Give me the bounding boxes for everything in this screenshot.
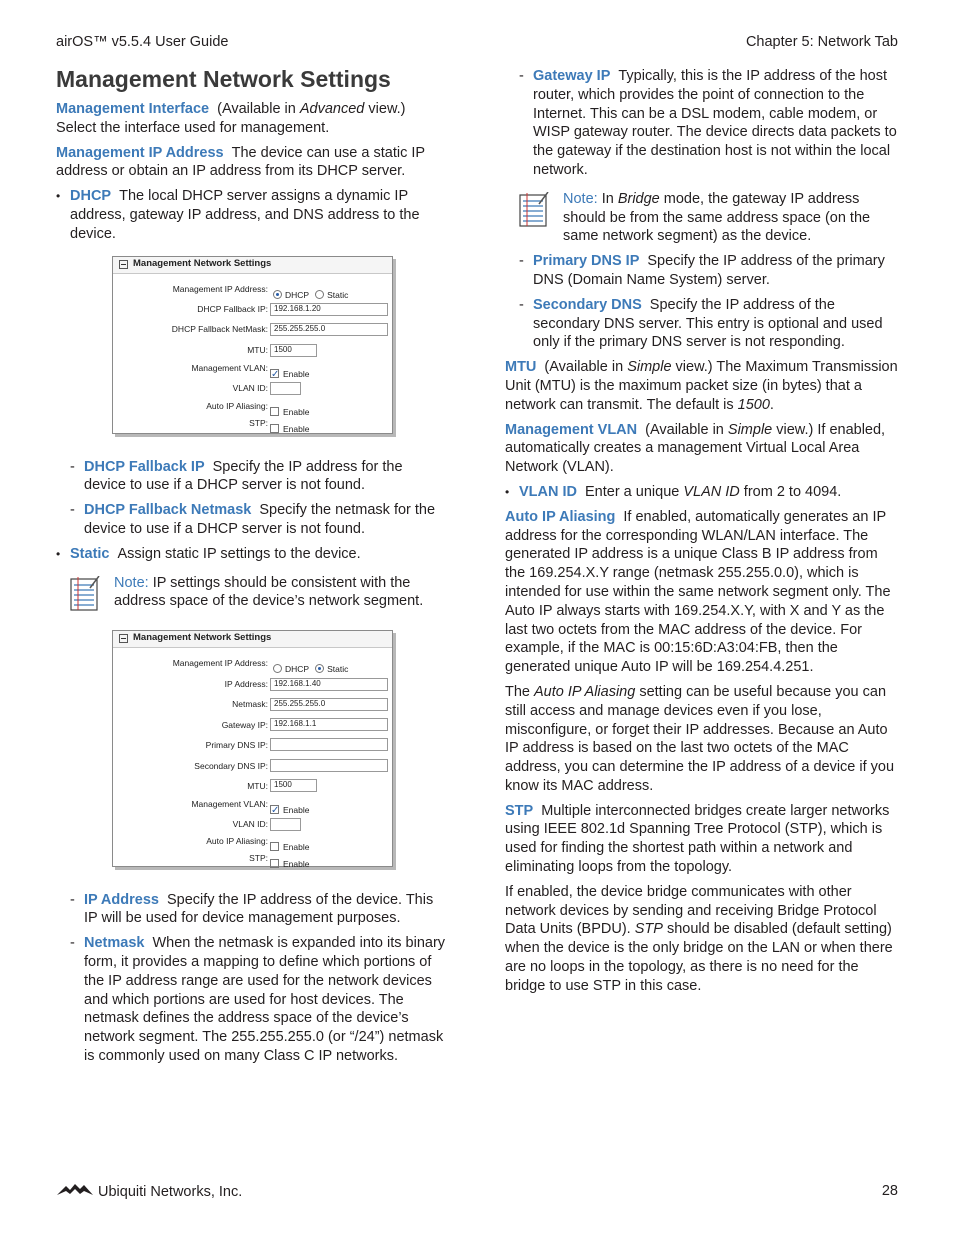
note-icon <box>70 576 100 618</box>
fallback-ip-input[interactable]: 192.168.1.20 <box>270 303 388 316</box>
note-icon <box>519 192 549 234</box>
stp-para: STP Multiple interconnected bridges create larger networks using IEEE 802.1d Spanning Tree Protocol (STP), which is used for finding the shortest path within a network and eliminating loops from the topology. <box>505 802 890 876</box>
collapse-icon[interactable] <box>119 634 128 643</box>
fallback-netmask-input[interactable]: 255.255.255.0 <box>270 323 388 336</box>
netmask-item: - Netmask When the netmask is expanded into its binary form, it provides a mapping to define which portions of the IP address range are used for the network devices and which portions are used for host devices. The netmask defines the address space of the device’s network segment. The 255.255.255.0 (or “/24”) netmask is commonly used on many Class C IP networks. <box>56 934 448 1066</box>
panel-header: Management Network Settings <box>113 631 392 648</box>
stp-checkbox[interactable] <box>270 859 279 868</box>
vlan-id-input[interactable] <box>270 382 301 395</box>
auto-ip-checkbox[interactable] <box>270 407 279 416</box>
primary-dns-input[interactable] <box>270 738 388 751</box>
mgmt-ip-para: Management IP Address The device can use a static IP address or obtain an IP address from its DHCP server. <box>56 144 425 180</box>
mgmt-interface-para: Management Interface (Available in Advanced view.) Select the interface used for management. <box>56 101 406 136</box>
collapse-icon[interactable] <box>119 260 128 269</box>
ip-address-item: - IP Address Specify the IP address of the device. This IP will be used for device management purposes. <box>56 891 448 929</box>
note-ip-settings: Note: IP settings should be consistent with the address space of the device’s network segment. <box>56 574 448 614</box>
header-guide-title: airOS™ v5.5.4 User Guide <box>56 34 229 50</box>
mtu-input[interactable]: 1500 <box>270 779 317 792</box>
header-chapter: Chapter 5: Network Tab <box>745 34 898 50</box>
vlan-id-input[interactable] <box>270 818 301 831</box>
footer-company: Ubiquiti Networks, Inc. <box>56 1183 242 1201</box>
auto-ip-para-2: The Auto IP Aliasing setting can be useful because you can still access and manage devices even if you lose, misconfigure, or forget their IP addresses. Because an Auto IP address is based on the last two octets of the MAC address, you can determine the IP address of a device if you know its MAC address. <box>505 683 895 794</box>
mgmt-vlan-para: Management VLAN (Available in Simple view.) If enabled, automatically creates a management Virtual Local Area Network (VLAN). <box>505 421 886 476</box>
primary-dns-item: - Primary DNS IP Specify the IP address of the primary DNS (Domain Name System) server. <box>505 252 900 290</box>
dhcp-bullet: • DHCP The local DHCP server assigns a dynamic IP address, gateway IP address, and DNS address to the device. <box>56 187 448 243</box>
dhcp-radio[interactable] <box>273 664 282 673</box>
gateway-item: - Gateway IP Typically, this is the IP address of the host router, which provides the point of connection to the Internet. This can be a DSL modem, cable modem, or WISP gateway router. The device directs data packets to the gateway if the destination host is not within the local network. <box>505 67 900 180</box>
left-column <box>56 64 448 1072</box>
ip-address-input[interactable]: 192.168.1.40 <box>270 678 388 691</box>
right-column <box>505 67 900 1002</box>
screenshot-dhcp-settings: Management Network Settings Management IP Address: DHCP Static DHCP Fallback IP: 192.168.1.20 DHCP Fallback NetMask: 255.255.255.0 MTU: 1500 Management VLAN: ✓ Enable VLAN ID: Auto IP Aliasing: Enable STP: Enable <box>112 256 393 434</box>
mtu-input[interactable]: 1500 <box>270 344 317 357</box>
secondary-dns-item: - Secondary DNS Specify the IP address of the secondary DNS server. This entry is optional and used only if the primary DNS server is not responding. <box>505 296 900 352</box>
vlan-checkbox[interactable] <box>270 805 279 814</box>
panel-header: Management Network Settings <box>113 257 392 274</box>
ubiquiti-logo-icon <box>56 1183 94 1201</box>
screenshot-static-settings: Management Network Settings Management IP Address: DHCP Static IP Address: 192.168.1.40 Netmask: 255.255.255.0 Gateway IP: 192.168.1.1 Primary DNS IP: Secondary DNS IP: MTU: 1500 Management VLAN: ✓ Enable VLAN ID: Auto IP Aliasing: Enable STP: Enable <box>112 630 393 867</box>
auto-ip-para: Auto IP Aliasing If enabled, automatically generates an IP address for the corresponding WLAN/LAN interface. The generated IP address is a unique Class B IP address from the 169.254.X.Y range (netmask 255.255.0.0), which is intended for use within the same network segment only. The Auto IP always starts with 169.254.X.Y, with X and Y as the last two octets from the MAC address of the device. For example, if the MAC is 00:15:6D:A3:04:FB, then the generated unique Auto IP will be 169.254.4.251. <box>505 508 891 676</box>
mtu-para: MTU (Available in Simple view.) The Maximum Transmission Unit (MTU) is the maximum packet size (in bytes) that a network can transmit. The default is 1500. <box>505 359 898 413</box>
static-bullet: • Static Assign static IP settings to the device. <box>56 545 448 564</box>
note-bridge-gateway: Note: In Bridge mode, the gateway IP address should be from the same address space (on the same network segment) as the device. <box>505 190 900 246</box>
page-title: Management Network Settings <box>56 66 391 92</box>
vlan-checkbox[interactable] <box>270 369 279 378</box>
fallback-netmask-item: - DHCP Fallback Netmask Specify the netmask for the device to use if a DHCP server is not found. <box>56 501 448 539</box>
gateway-input[interactable]: 192.168.1.1 <box>270 718 388 731</box>
auto-ip-checkbox[interactable] <box>270 842 279 851</box>
vlan-id-bullet: • VLAN ID Enter a unique VLAN ID from 2 to 4094. <box>505 483 900 502</box>
stp-para-2: If enabled, the device bridge communicates with other network devices by sending and receiving Bridge Protocol Data Units (BPDU). STP should be disabled (default setting) when the device is the only bridge on the LAN or when there are no loops in the topology, as there is no need for the bridge to use STP in this case. <box>505 883 893 994</box>
fallback-ip-item: - DHCP Fallback IP Specify the IP address for the device to use if a DHCP server is not found. <box>56 458 448 496</box>
static-radio[interactable] <box>315 290 324 299</box>
static-radio[interactable] <box>315 664 324 673</box>
page-number: 28 <box>881 1183 898 1199</box>
stp-checkbox[interactable] <box>270 424 279 433</box>
dhcp-radio[interactable] <box>273 290 282 299</box>
netmask-input[interactable]: 255.255.255.0 <box>270 698 388 711</box>
secondary-dns-input[interactable] <box>270 759 388 772</box>
